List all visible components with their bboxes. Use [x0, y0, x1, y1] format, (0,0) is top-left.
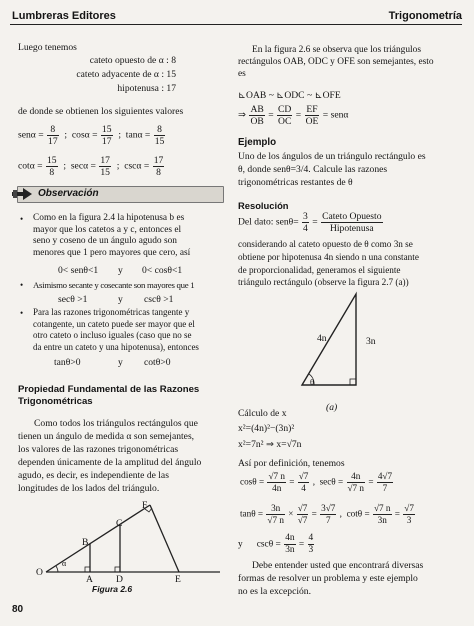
- ratio-sep: ;: [118, 129, 121, 141]
- ratio-num: 15: [101, 124, 112, 135]
- ineq-cot: cotθ>0: [144, 357, 171, 368]
- calc-line-2: x²=7n² ⇒ x=√7n: [238, 439, 302, 450]
- triangle-shape: [302, 294, 356, 385]
- right-intro: [238, 44, 464, 80]
- frac-den: 3: [308, 545, 314, 555]
- frac-num: 4: [308, 533, 314, 543]
- list-item: hipotenusa : 17: [117, 83, 176, 94]
- ratio-sep: ;: [64, 129, 68, 141]
- left-paragraph: [18, 417, 218, 495]
- dato-num-2: Cateto Opuesto: [322, 211, 382, 222]
- ratio-den: 15: [100, 167, 110, 178]
- frac-den: √7: [297, 515, 308, 525]
- bullet-2: Asimismo secante y cosecante son mayores que 1: [33, 280, 195, 290]
- closing-line: Debe entender usted que encontrará diversas: [252, 560, 424, 571]
- frac-den: √7 n: [347, 483, 365, 493]
- frac-den: 3: [406, 515, 412, 525]
- ratio-den: 8: [49, 167, 55, 178]
- sep: ,: [312, 476, 315, 487]
- calc-line-1: x²=(4n)²−(3n)²: [238, 423, 295, 434]
- considerando-text: [238, 238, 468, 289]
- angle-alpha-arc: [56, 566, 58, 572]
- left-intro: Luego tenemos: [18, 42, 77, 53]
- frac-num: 3√7: [321, 503, 336, 513]
- ratio-fn: senα =: [18, 129, 44, 141]
- ratio-num: 8: [47, 124, 59, 136]
- right-angle-d: [115, 567, 120, 572]
- fn-label: cotθ =: [346, 508, 370, 519]
- figure-label-b: B: [82, 537, 89, 548]
- fn-label: tanθ =: [240, 508, 264, 519]
- bullet-line: otro cateto o incluso iguales (caso que no se: [33, 330, 192, 341]
- frac-num: √7 n: [268, 471, 285, 481]
- csc-prefix: y: [238, 539, 243, 550]
- ejemplo-title: Ejemplo: [238, 137, 277, 148]
- frac-num: √7: [404, 503, 414, 513]
- frac-num: 4n: [347, 471, 366, 483]
- frac-den: 7: [382, 483, 388, 493]
- right-angle-a: [85, 567, 90, 572]
- ratio-den: 17: [101, 136, 112, 147]
- frac-num: 4n: [285, 533, 295, 543]
- ratio-den: 17: [48, 136, 58, 147]
- closing-line: formas de resolver un problema y este ejemplo: [238, 573, 418, 584]
- bullet-line: mayor que los catetos a y c, entonces el: [33, 224, 182, 235]
- implies-symbol: ⇒: [238, 109, 247, 121]
- bullet-dot: •: [20, 308, 24, 318]
- bullet-line: seno y coseno de un ángulo agudo son: [33, 236, 177, 247]
- ineq-y: y: [118, 294, 123, 305]
- ratio-num: 15: [46, 155, 57, 166]
- ejemplo-line: trigonométricas restantes de θ: [238, 177, 353, 188]
- prop-num: EF: [306, 104, 318, 115]
- paragraph-line: tienen un ángulo de medida α son semejantes,: [18, 431, 195, 442]
- dato-row: [238, 211, 384, 234]
- closing-text: [238, 559, 464, 598]
- cons-line: obtiene por hipotenusa 4n siendo n una constante: [238, 251, 419, 262]
- ratio-num: 8: [154, 124, 166, 136]
- closing-line: no es la excepción.: [238, 586, 311, 597]
- ejemplo-line: Uno de los ángulos de un triángulo rectángulo es: [238, 151, 426, 162]
- segment-fe: [150, 505, 179, 572]
- ratio-den: 8: [156, 167, 161, 178]
- bullet-line: cotangente, un cateto puede ser mayor que el: [33, 318, 195, 329]
- frac-den: 3n: [285, 545, 295, 555]
- ratio-fn: cscα =: [124, 160, 150, 172]
- header-rule: [10, 24, 462, 25]
- prop-den: OC: [278, 116, 292, 127]
- triangle-caption: (a): [326, 402, 338, 413]
- paragraph-line: Como todos los triángulos rectángulos que: [34, 418, 198, 429]
- list-item: cateto opuesto de α : 8: [89, 55, 176, 66]
- figure-2-6: [38, 502, 223, 587]
- paragraph-line: longitudes de los lados del triángulo.: [18, 483, 160, 494]
- figure-label-a: A: [86, 574, 93, 585]
- bullet-dot: •: [20, 280, 24, 290]
- eq-symbol: =: [312, 216, 318, 228]
- ratio-num: 17: [100, 155, 110, 166]
- prop-den: OB: [250, 116, 264, 127]
- eq-symbol: =: [368, 476, 374, 487]
- ratios-row-1: [18, 124, 166, 147]
- csc-row: [238, 533, 315, 556]
- ineq-sec: secθ >1: [58, 294, 88, 305]
- frac-den: 7: [325, 515, 331, 525]
- frac-num: √7: [298, 471, 309, 481]
- figure-label-d: D: [116, 574, 123, 585]
- frac-den: √7 n: [267, 515, 284, 525]
- eq-symbol: =: [295, 109, 302, 121]
- def-text: Así por definición, tenemos: [238, 458, 345, 469]
- figure-label-f: F: [142, 500, 148, 511]
- ineq-csc: cscθ >1: [144, 294, 174, 305]
- section-title-line: Propiedad Fundamental de las Razones: [18, 384, 200, 395]
- frac-den: 3n: [377, 515, 387, 525]
- ineq-y: y: [118, 357, 123, 368]
- ineq-tan: tanθ>0: [54, 357, 81, 368]
- eq-symbol: =: [311, 508, 317, 519]
- figure-label-c: C: [116, 518, 123, 529]
- ineq-sin: 0< senθ<1: [58, 265, 99, 276]
- bullet-line: Para las razones trigonométricas tangente y: [33, 307, 190, 317]
- left-derive: de donde se obtienen los siguientes valores: [18, 106, 184, 117]
- tan-row: [240, 503, 416, 526]
- frac-num: 4√7: [377, 471, 393, 481]
- resolucion-title: Resolución: [238, 200, 289, 211]
- dato-num: 3: [303, 211, 308, 222]
- ejemplo-text: [238, 150, 464, 189]
- paragraph-line: los valores de las razones trigonométricas: [18, 444, 179, 455]
- dato-den-2: Hipotenusa: [329, 223, 374, 234]
- prop-num: CD: [278, 104, 292, 115]
- frac-den: 4n: [272, 483, 282, 493]
- bullet-1: [33, 213, 217, 259]
- right-angle-mark: [350, 379, 356, 385]
- fn-label: cosθ =: [240, 476, 265, 487]
- page-number: 80: [12, 604, 24, 615]
- ratio-sep: ;: [63, 160, 67, 172]
- frac-num: √7: [297, 503, 308, 513]
- eq-symbol: =: [394, 508, 400, 519]
- cos-row: [240, 471, 394, 494]
- intro-line: rectángulos OAB, ODC y OFE son semejantes, esto: [238, 57, 434, 67]
- triangle-label-hyp: 4n: [317, 333, 327, 344]
- triangle-label-theta: θ: [310, 377, 315, 387]
- eq-symbol: =: [298, 539, 305, 550]
- list-item: cateto adyacente de α : 15: [76, 69, 176, 80]
- section-title-line: Trigonométricas: [18, 396, 93, 407]
- figure-label-o: O: [36, 567, 43, 578]
- figure-label-e: E: [175, 574, 181, 585]
- bullet-line: menores que 1 pero mayores que cero, así: [33, 247, 191, 258]
- eq-symbol: =: [289, 476, 295, 487]
- bullet-dot: •: [20, 214, 24, 224]
- sep: ,: [339, 508, 342, 519]
- similar-statement: ⊾OAB ~ ⊾ODC ~ ⊾OFE: [238, 90, 341, 101]
- cons-line: de proporcionalidad, generamos el siguiente: [238, 264, 401, 275]
- ratio-fn: secα =: [70, 160, 96, 172]
- fn-label: cscθ =: [256, 539, 281, 550]
- observacion-title: Observación: [38, 188, 99, 199]
- bullet-line: da entre un cateto y una hipotenusa), entonces: [33, 341, 199, 352]
- bullet-line: Como en la figura 2.4 la hipotenusa b es: [33, 213, 185, 223]
- figure-label-alpha: α: [62, 559, 67, 568]
- prop-num: AB: [250, 104, 264, 115]
- frac-num: 3n: [266, 503, 285, 515]
- ratio-fn: cotα =: [18, 160, 43, 172]
- times-symbol: ×: [288, 508, 294, 519]
- paragraph-line: agudo, es decir, es independiente de las: [18, 470, 169, 481]
- calc-title: Cálculo de x: [238, 408, 287, 419]
- bullet-3: [33, 307, 219, 353]
- figure-caption: Figura 2.6: [92, 584, 133, 594]
- ratio-den: 15: [154, 136, 165, 147]
- dato-den: 4: [303, 223, 308, 234]
- eq-symbol: =: [268, 109, 274, 121]
- frac-num: √7 n: [373, 503, 391, 513]
- intro-line: En la figura 2.6 se observa que los triángulos: [252, 45, 421, 55]
- prop-end: = senα: [322, 109, 349, 121]
- cons-line: considerando al cateto opuesto de θ como 3n se: [238, 239, 413, 249]
- ejemplo-line: θ, donde senθ=3/4. Calcule las razones: [238, 164, 388, 175]
- ratio-num: 17: [153, 155, 164, 166]
- paragraph-line: dependen únicamente de la amplitud del ángulo: [18, 457, 202, 468]
- prop-den: OE: [305, 116, 319, 127]
- frac-den: 4: [301, 483, 306, 493]
- triangle-label-opp: 3n: [366, 336, 376, 347]
- pointing-hand-icon: [10, 183, 36, 205]
- dato-prefix: Del dato: senθ=: [238, 216, 299, 228]
- ineq-y: y: [118, 265, 123, 276]
- ineq-cos: 0< cosθ<1: [142, 265, 183, 276]
- header-title-right: Trigonometría: [388, 10, 462, 22]
- ratio-fn: tanα =: [125, 129, 151, 141]
- header-title-left: Lumbreras Editores: [12, 10, 116, 22]
- ratio-sep: ;: [116, 160, 120, 172]
- ratios-row-2: [18, 155, 165, 178]
- cons-line: triángulo rectángulo (observe la figura 2.7 (a)): [238, 277, 409, 288]
- figure-2-7-triangle: [296, 290, 366, 390]
- section-title: [18, 384, 199, 408]
- ratio-fn: cosα =: [71, 129, 98, 141]
- proportion-row: [238, 104, 348, 127]
- intro-line: es: [238, 69, 246, 79]
- fn-label: secθ =: [319, 476, 344, 487]
